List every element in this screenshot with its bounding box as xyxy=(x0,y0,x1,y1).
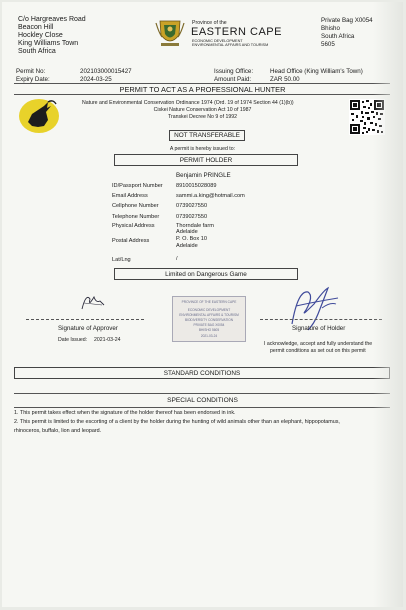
not-transferable-label: NOT TRANSFERABLE xyxy=(174,132,240,139)
amount-label: Amount Paid: xyxy=(214,76,252,83)
condition-item: 2. This permit is limited to the escorting of a client by the holder during the hunting of wild animals other than an elephant, hippopotamus, xyxy=(14,419,340,425)
sender-line: C/o Hargreaves Road xyxy=(18,16,86,23)
issuing-office-label: Issuing Office: xyxy=(214,68,254,75)
legislation-line: Ciskei Nature Conservation Act 10 of 1987 xyxy=(153,107,252,113)
coat-of-arms-icon xyxy=(155,17,185,49)
stamp-line: BIODIVERSITY CONSERVATION xyxy=(184,318,234,322)
field-value: Adelaide xyxy=(176,243,198,249)
office-line: South Africa xyxy=(321,33,355,40)
field-value: Thorndale farm xyxy=(176,223,214,229)
acknowledgement-line: I acknowledge, accept and fully understand the xyxy=(264,341,373,347)
holder-sign-label: Signature of Holder xyxy=(292,325,346,332)
divider xyxy=(14,83,390,84)
condition-item: 1. This permit takes effect when the signature of the holder thereof has been endorsed in ink. xyxy=(14,410,236,416)
standard-conditions-label: STANDARD CONDITIONS xyxy=(163,369,241,377)
page-edge-shadow xyxy=(373,2,403,607)
field-label: Lat/Lng xyxy=(112,257,131,263)
field-value: 0739027550 xyxy=(176,203,208,209)
field-value: Adelaide xyxy=(176,229,198,235)
limited-box xyxy=(114,268,298,280)
field-label: Physical Address xyxy=(112,223,155,229)
office-line: Private Bag X0054 xyxy=(321,17,373,24)
legislation-line: Transkei Decree No 9 of 1992 xyxy=(167,114,237,120)
legislation-line: Nature and Environmental Conservation Ordinance 1974 (Ord. 19 of 1974 Section 44 (1)(b)) xyxy=(82,100,294,106)
office-line: 5605 xyxy=(321,41,335,48)
stamp-line: ENVIRONMENTAL AFFAIRS & TOURISM xyxy=(179,313,239,317)
expiry-value: 2024-03-25 xyxy=(80,76,112,83)
field-label: Email Address xyxy=(112,193,148,199)
field-value: sammi.a.king@hotmail.com xyxy=(176,193,245,199)
special-conditions-label: SPECIAL CONDITIONS xyxy=(167,397,238,404)
approver-signature xyxy=(78,289,108,313)
stamp-line: PRIVATE BAG X0054 xyxy=(193,323,225,327)
official-stamp xyxy=(172,296,246,342)
sender-line: King Williams Town xyxy=(18,40,79,47)
divider xyxy=(14,94,390,95)
department-line: ECONOMIC DEVELOPMENT xyxy=(192,39,243,43)
permit-page xyxy=(2,2,403,607)
approver-label: Signature of Approver xyxy=(58,325,118,332)
permit-holder-label: PERMIT HOLDER xyxy=(179,156,233,164)
field-value: / xyxy=(176,256,178,262)
field-value: P. O. Box 10 xyxy=(176,236,207,242)
stamp-line: ECONOMIC DEVELOPMENT xyxy=(187,308,231,312)
field-label: Telephone Number xyxy=(112,214,160,220)
limited-label: Limited on Dangerous Game xyxy=(165,270,247,278)
divider xyxy=(14,393,390,394)
issued-to-text: A permit is hereby issued to: xyxy=(169,146,236,152)
field-value: 0739027550 xyxy=(176,214,208,220)
stamp-date: 2021-03-24 xyxy=(200,334,218,338)
office-line: Bhisho xyxy=(321,25,340,32)
province-name: EASTERN CAPE xyxy=(191,26,282,38)
condition-item: rhinoceros, buffalo, lion and leopard. xyxy=(14,428,102,434)
divider xyxy=(14,407,390,408)
permit-holder-header xyxy=(114,154,298,166)
standard-conditions-header xyxy=(14,367,390,379)
field-value: 8910015028089 xyxy=(176,183,217,189)
acknowledgement-line: permit conditions as set out on this permit xyxy=(270,348,366,354)
date-issued-label: Date Issued: xyxy=(58,337,88,343)
holder-line xyxy=(260,319,382,320)
sender-line: South Africa xyxy=(18,48,56,55)
department-line: ENVIRONMENTAL AFFAIRS AND TOURISM xyxy=(192,43,269,47)
field-label: Cellphone Number xyxy=(112,203,159,209)
date-issued-value: 2021-03-24 xyxy=(94,337,121,343)
permit-no-label: Permit No: xyxy=(16,68,46,75)
holder-name: Benjamin PRINGLE xyxy=(176,172,231,179)
province-of: Province of the xyxy=(192,20,227,26)
permit-no-value: 202103000015427 xyxy=(80,68,132,75)
permit-title: PERMIT TO ACT AS A PROFESSIONAL HUNTER xyxy=(119,85,286,94)
stamp-line: BHISHO 5605 xyxy=(198,328,220,332)
field-label: Postal Address xyxy=(112,238,150,244)
field-label: ID/Passport Number xyxy=(112,183,163,189)
not-transferable-box xyxy=(169,130,245,141)
stamp-line: PROVINCE OF THE EASTERN CAPE xyxy=(181,300,237,304)
issuing-office-value: Head Office (King William's Town) xyxy=(270,68,363,75)
sender-line: Beacon Hill xyxy=(18,24,54,31)
approver-line xyxy=(26,319,144,320)
amount-value: ZAR 50.00 xyxy=(270,76,300,83)
sender-line: Hockley Close xyxy=(18,32,63,39)
expiry-label: Expiry Date: xyxy=(16,76,50,83)
